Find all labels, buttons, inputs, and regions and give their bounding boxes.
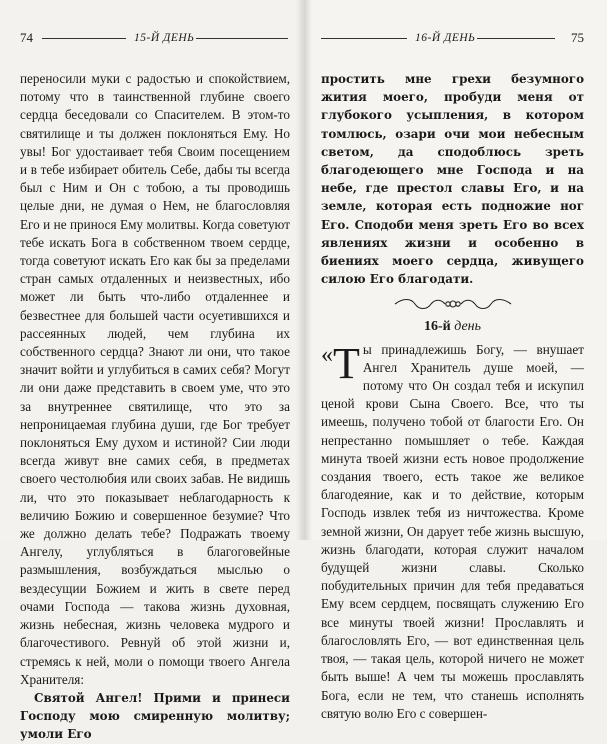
day-title — [321, 318, 584, 336]
right-page-text — [321, 70, 584, 723]
header-rule — [196, 38, 288, 39]
left-page-text — [20, 70, 290, 744]
header-rule — [477, 38, 555, 39]
left-running-head: 15-Й ДЕНЬ — [134, 32, 195, 44]
right-body-paragraph — [321, 338, 584, 723]
left-prayer-paragraph: Святой Ангел! Прими и принеси Господу мою смиренную молитву; умоли Его — [20, 690, 290, 742]
day-title-number: 16-й — [423, 319, 451, 335]
left-body-paragraph: переносили муки с радостью и спокойствием, потому что в таинственной глубине своего сердца беседовали со Спасителем. В этом-то святилище и ты должен поклоняться Ему. Но увы! Бог удостаивает тебя Своим посещением и в тебе избирает обитель Себе, дабы ты всегда был с Ним и Он с тобою, а ты проводишь целые дни, не думая о Нем, не благословляя Его и не принося Ему молитвы. Когда советуют тебе искать Бога в собственном твоем сердце, тогда советуют искать Его как бы за пределами стран самых отдаленных и неизвестных, ибо может ли быть что-либо отдаленнее и безвестнее для большей части осуетившихся и рассеянных людей, чем глубина их собственного сердца? Знают ли они, что такое значит войти и углубиться в самих себя? Могут ли они даже представить в своем уме, что это за внутреннее святилище, что это за непроницаемая глубина души, где Бог требует поклоняться Ему духом и истиной? Сии люди всегда живут вне самих себя, в предметах своего честолюбия или своих забав. Не видишь ли, что это показывает неблагодарность к величию Божию и совершенное безумие? Что же должно делать тебе? Подражать твоему Ангелу, углубляться в благоговейные размышления, возбуждаться мыслью о вездесущии Божием и жить в свете перед очами Господа — такова жизнь духовная, жизнь небесная, жизнь человека мудрого и благочестивого. Ревнуй об этой жизни и, стремясь к ней, моли о помощи твоего Ангела Хранителя: — [20, 71, 290, 687]
left-page — [0, 0, 303, 742]
right-page — [303, 0, 607, 721]
drop-cap-letter: Т — [333, 338, 360, 388]
left-page-header — [20, 30, 290, 46]
drop-cap — [321, 338, 360, 388]
right-body-text: ы принадлежишь Богу, — внушает Ангел Хранитель душе моей, — потому что Он создал тебя и искупил ценой крови Сына Своего. Все, что ты имеешь, получено тобой от благости Его. Он непрестанно помышляет о тебе. Каждая минута твоей жизни есть новое продолжение создания твоего, есть такое же великое благодеяние, как и то действие, которым Господь извлек тебя из ничтожества. Кроме земной жизни, Он дарует тебе жизнь высшую, жизнь благодати, которая служит началом будущей жизни славы. Сколько побудительных причин для тебя предаваться Ему всем сердцем, посвящать служению Его все минуты твоей жизни! Прославлять и благословлять Его, — вот единственная цель твоя, — такая цель, которой ничего не может быть выше! А чем ты можешь прославлять Бога, если не тем, что станешь исполнять святую волю Его с совершен- — [321, 341, 584, 721]
right-prayer-paragraph: простить мне грехи безумного жития моего, пробуди меня от глубокого усыпления, в котором томлюсь, озари очи мои небесным светом, да сподоблюсь зреть благодеющего мне Господа и на небе, где престол славы Его, и на земле, которая есть подножие ног Его. Сподоби меня зреть Его во всех явлениях жизни и особенно в биениях моего сердца, живущего силою Его благодати. — [321, 72, 584, 287]
right-page-header — [321, 30, 584, 46]
right-page-number: 75 — [571, 30, 584, 45]
opening-quote: « — [321, 341, 333, 368]
header-rule — [42, 38, 126, 39]
header-rule — [321, 38, 407, 39]
left-page-number: 74 — [20, 30, 33, 45]
section-ornament-icon — [393, 296, 513, 312]
right-running-head: 16-Й ДЕНЬ — [415, 32, 476, 44]
day-title-suffix: день — [454, 319, 482, 335]
